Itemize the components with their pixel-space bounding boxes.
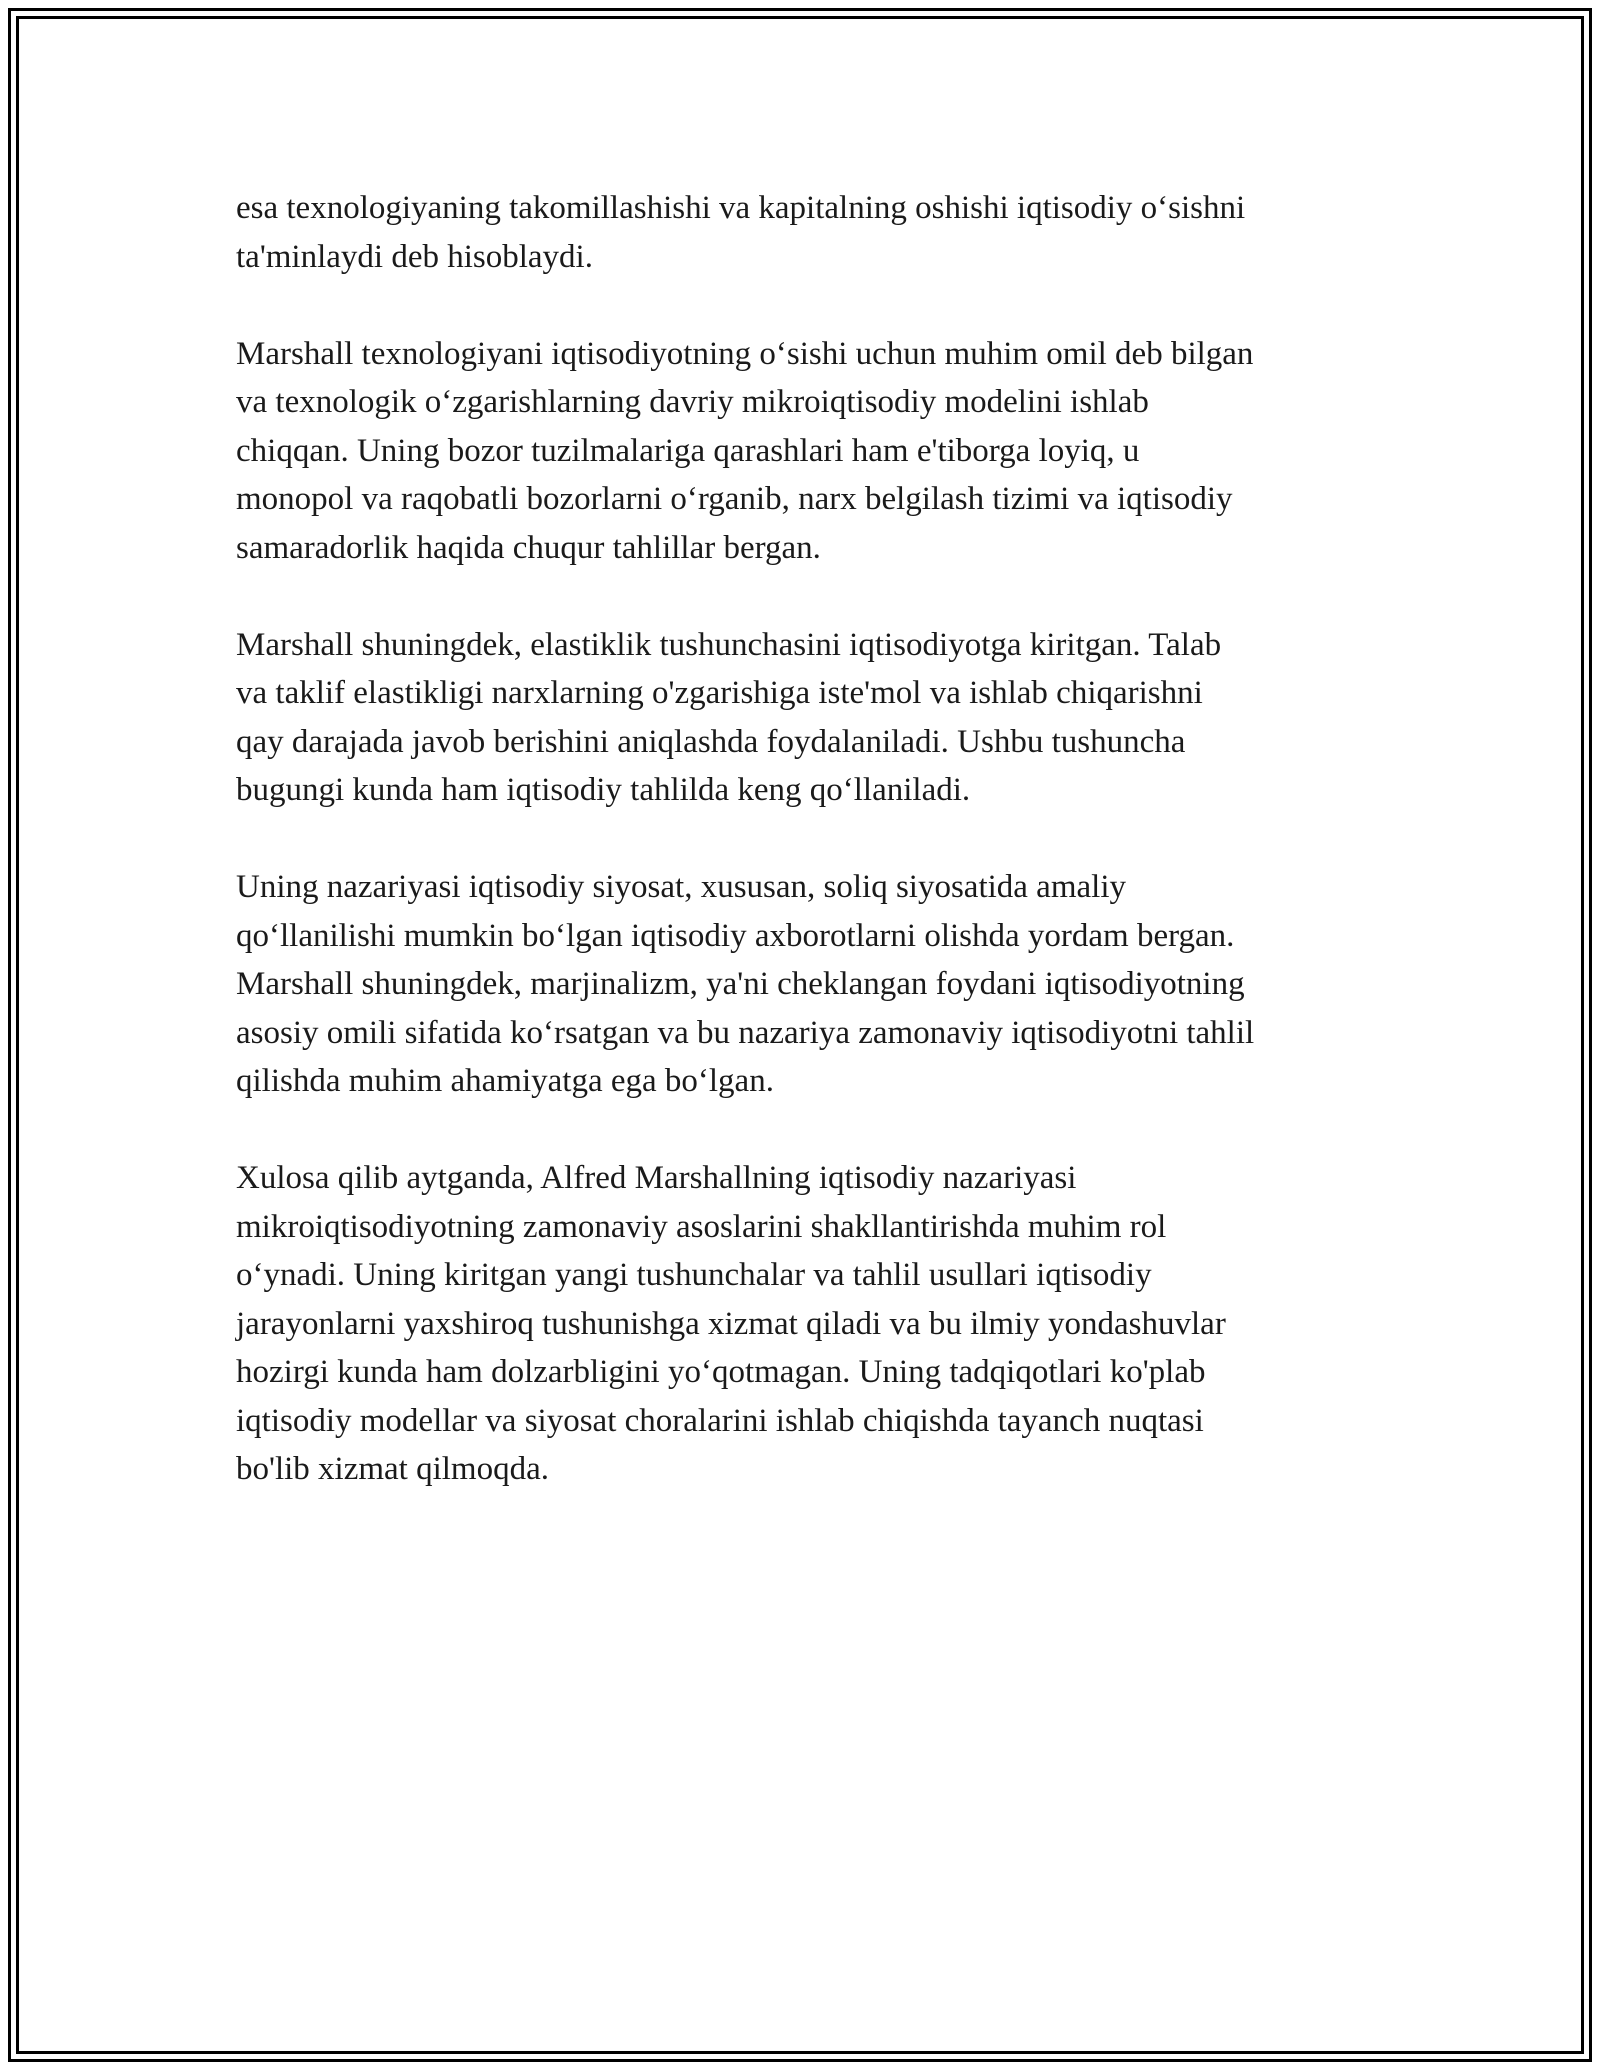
paragraph-3: Marshall shuningdek, elastiklik tushunchasini iqtisodiyotga kiritgan. Talab va taklif elastikligi narxlarning o'zgarishiga iste'mol va ishlab chiqarishni qay darajada javob berishini aniqlashda foydalaniladi. Ushbu tushuncha bugungi kunda ham iqtisodiy tahlilda keng qo‘llaniladi. xyxy=(236,626,1222,808)
paragraph-4: Uning nazariyasi iqtisodiy siyosat, xususan, soliq siyosatida amaliy qo‘llanilishi mumkin bo‘lgan iqtisodiy axborotlarni olishda yordam bergan. Marshall shuningdek, marjinalizm, ya'ni cheklangan foydani iqtisodiyotning asosiy omili sifatida ko‘rsatgan va bu nazariya zamonaviy iqtisodiyotni tahlil qilishda muhim ahamiyatga ega bo‘lgan. xyxy=(236,869,1255,1099)
document-body xyxy=(236,184,1386,1494)
paragraph-2: Marshall texnologiyani iqtisodiyotning o‘sishi uchun muhim omil deb bilgan va texnologik o‘zgarishlarning davriy mikroiqtisodiy modelini ishlab chiqqan. Uning bozor tuzilmalariga qarashlari ham e'tiborga loyiq, u monopol va raqobatli bozorlarni o‘rganib, narx belgilash tizimi va iqtisodiy samaradorlik haqida chuqur tahlillar bergan. xyxy=(236,335,1254,566)
paragraph-1: esa texnologiyaning takomillashishi va kapitalning oshishi iqtisodiy o‘sishni ta'minlaydi deb hisoblaydi. xyxy=(236,190,1246,275)
paragraph-5: Xulosa qilib aytganda, Alfred Marshallning iqtisodiy nazariyasi mikroiqtisodiyotning zamonaviy asoslarini shakllantirishda muhim rol o‘ynadi. Uning kiritgan yangi tushunchalar va tahlil usullari iqtisodiy jarayonlarni yaxshiroq tushunishga xizmat qiladi va bu ilmiy yondashuvlar hozirgi kunda ham dolzarbligini yo‘qotmagan. Uning tadqiqotlari ko'plab iqtisodiy modellar va siyosat choralarini ishlab chiqishda tayanch nuqtasi bo'lib xizmat qilmoqda. xyxy=(236,1160,1226,1487)
